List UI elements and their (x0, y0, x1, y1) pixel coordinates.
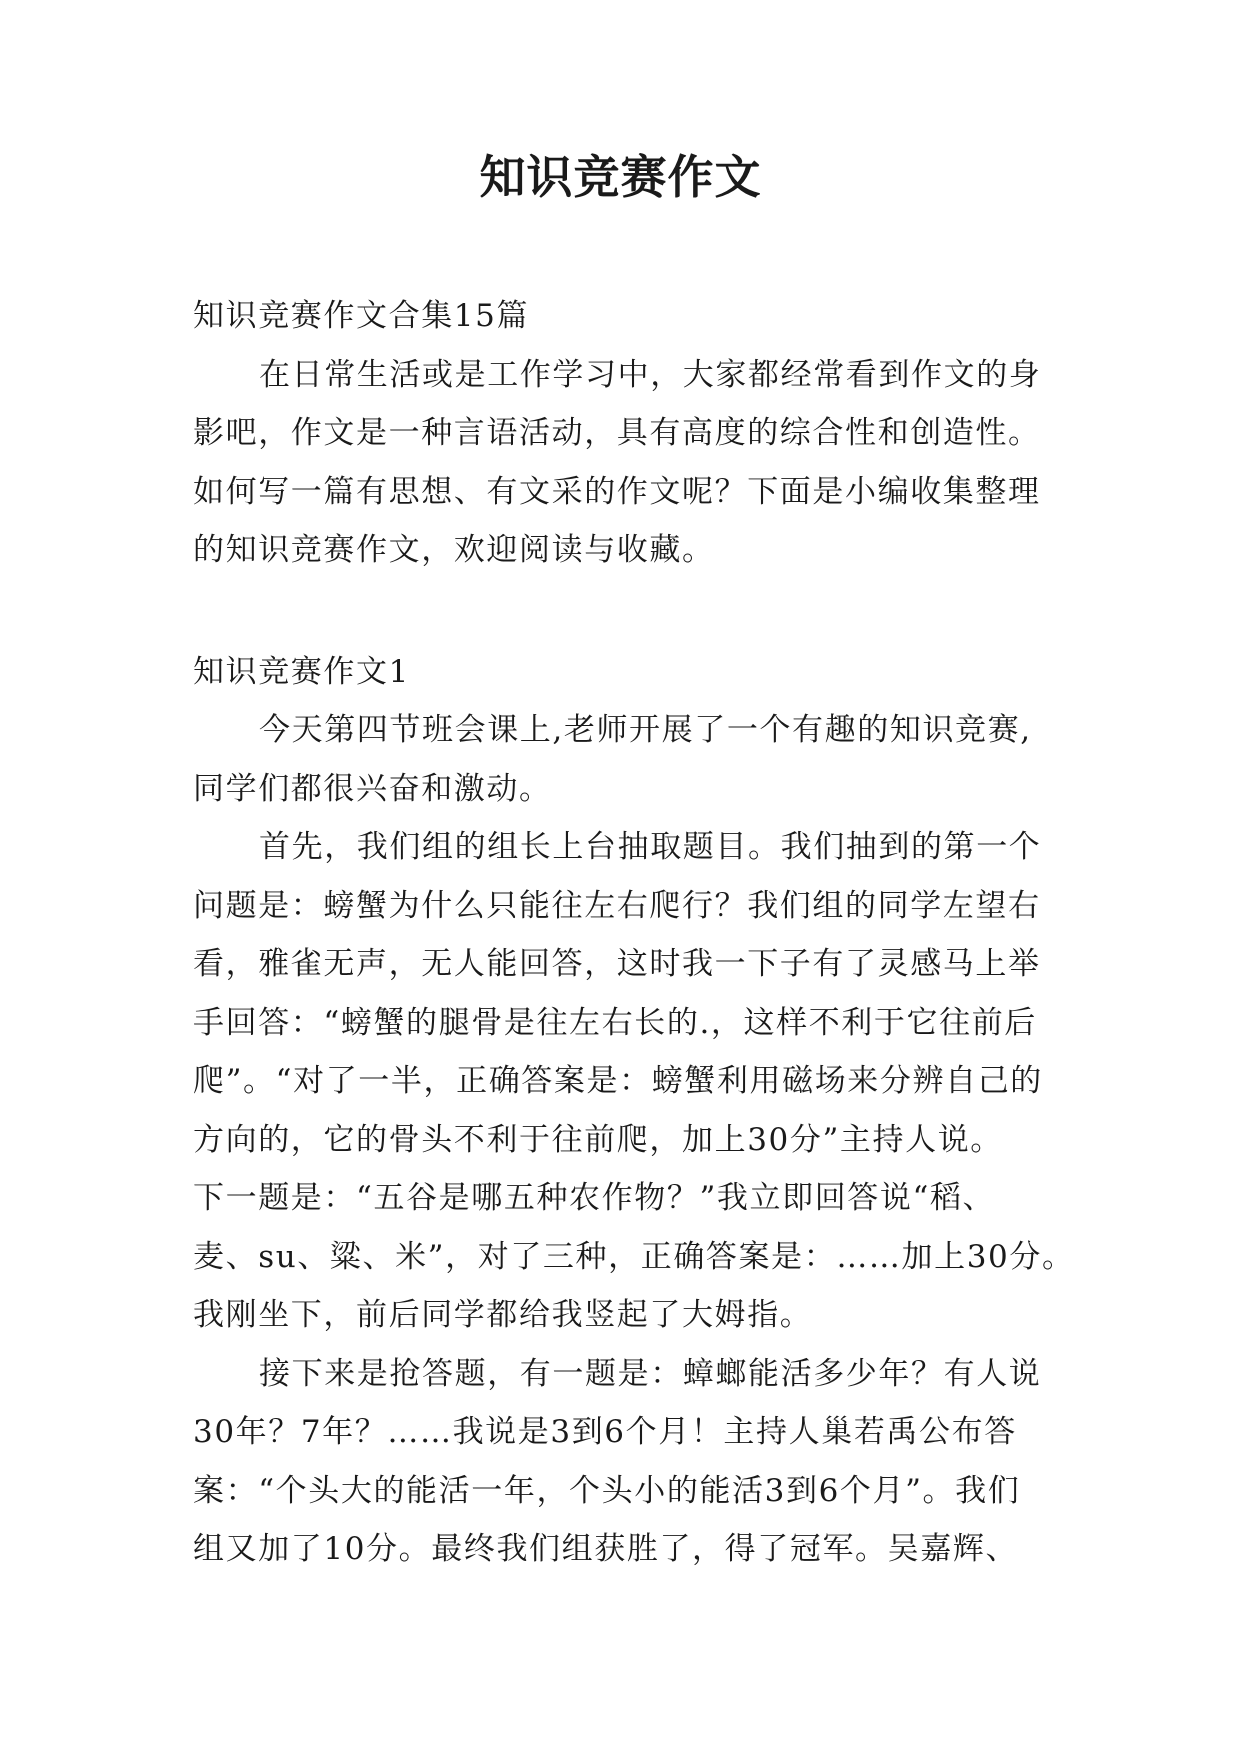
paragraph-line: 30年？7年？……我说是3到6个月！主持人巢若禹公布答 (193, 1414, 1017, 1450)
intro-paragraph (193, 346, 1073, 580)
paragraph-line: 方向的，它的骨头不利于往前爬，加上30分”主持人说。 (193, 1121, 1003, 1158)
collection-subtitle: 知识竞赛作文合集15篇 (193, 298, 530, 334)
paragraph (193, 701, 1073, 818)
paragraph (193, 1345, 1073, 1579)
paragraph-line: 我刚坐下，前后同学都给我竖起了大姆指。 (193, 1297, 813, 1333)
document-body (193, 287, 1073, 1579)
paragraph (193, 818, 1073, 1345)
paragraph-line: 今天第四节班会课上,老师开展了一个有趣的知识竞赛, (259, 712, 1032, 748)
paragraph-line: 接下来是抢答题，有一题是：蟑螂能活多少年？有人说 (259, 1355, 1042, 1392)
intro-line: 如何写一篇有思想、有文采的作文呢？下面是小编收集整理 (193, 473, 1041, 510)
paragraph-line: 爬”。“对了一半，正确答案是：螃蟹利用磁场来分辨自己的 (193, 1063, 1043, 1099)
document-title: 知识竞赛作文 (479, 150, 762, 204)
paragraph-line: 问题是：螃蟹为什么只能往左右爬行？我们组的同学左望右 (193, 887, 1041, 924)
paragraph-line: 麦、su、粱、米”，对了三种，正确答案是：……加上30分。 (193, 1238, 1075, 1275)
paragraph-line: 手回答：“螃蟹的腿骨是往左右长的.，这样不利于它往前后 (193, 1004, 1037, 1041)
section-heading: 知识竞赛作文1 (193, 653, 410, 690)
intro-line: 的知识竞赛作文，欢迎阅读与收藏。 (193, 532, 715, 568)
paragraph-line: 案：“个头大的能活一年，个头小的能活3到6个月”。我们 (193, 1472, 1021, 1509)
paragraph-line: 下一题是：“五谷是哪五种农作物？”我立即回答说“稻、 (193, 1180, 996, 1216)
section-spacer (193, 580, 1073, 643)
intro-line: 在日常生活或是工作学习中，大家都经常看到作文的身 (259, 356, 1042, 393)
paragraph-line: 同学们都很兴奋和激动。 (193, 770, 552, 807)
paragraph-line: 看，雅雀无声，无人能回答，这时我一下子有了灵感马上举 (193, 946, 1041, 982)
intro-line: 影吧，作文是一种言语活动，具有高度的综合性和创造性。 (193, 415, 1041, 451)
paragraph-line: 首先，我们组的组长上台抽取题目。我们抽到的第一个 (259, 829, 1042, 865)
paragraph-line: 组又加了10分。最终我们组获胜了，得了冠军。吴嘉辉、 (193, 1531, 1019, 1567)
